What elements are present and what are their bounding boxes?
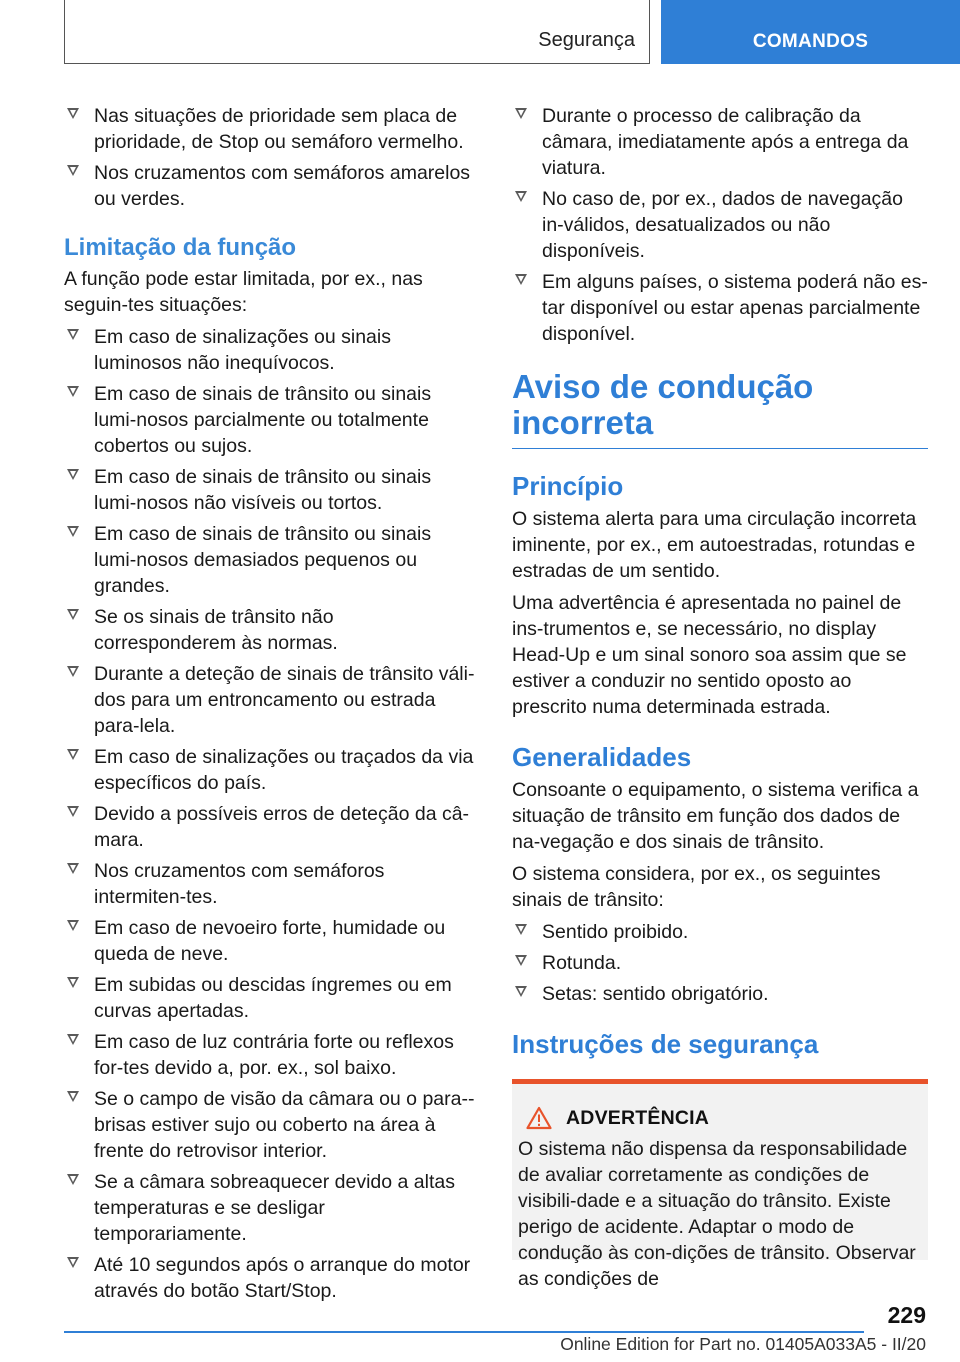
priority-situations-list: [64, 103, 478, 212]
triangle-bullet-icon: [67, 469, 79, 480]
triangle-bullet-icon: [67, 920, 79, 931]
warning-text: O sistema não dispensa da responsabilidade de avaliar corretamente as condições de visibili-dade e a situação do trânsito. Existe perigo de acidente. Adaptar o modo de condução às con-dições de trânsito. Observar as condições de: [518, 1138, 916, 1290]
list-item: Se a câmara sobreaquecer devido a altas temperaturas e se desligar temporariamente.: [64, 1169, 478, 1247]
list-item: Em caso de sinais de trânsito ou sinais lumi-nosos não visíveis ou tortos.: [64, 464, 478, 516]
warning-box: [512, 1079, 928, 1290]
triangle-bullet-icon: [67, 1091, 79, 1102]
principle-paragraph-1: O sistema alerta para uma circulação incorreta iminente, por ex., em autoestradas, rotundas e estradas de um sentido.: [512, 508, 917, 582]
warning-header: [518, 1106, 922, 1130]
list-item: Até 10 segundos após o arranque do motor através do botão Start/Stop.: [64, 1252, 478, 1304]
triangle-bullet-icon: [515, 108, 527, 119]
general-paragraph-1: Consoante o equipamento, o sistema verifica a situação de trânsito em função dos dados de na-vegação e dos sinais de trânsito.: [512, 779, 919, 853]
list-item: Em caso de sinalizações ou traçados da via específicos do país.: [64, 744, 478, 796]
section-title: Segurança: [538, 29, 635, 51]
list-item: Em caso de sinais de trânsito ou sinais lumi-nosos demasiados pequenos ou grandes.: [64, 521, 478, 599]
header-section-box: [64, 0, 650, 64]
right-column: [512, 103, 928, 1290]
triangle-bullet-icon: [515, 274, 527, 285]
triangle-bullet-icon: [67, 749, 79, 760]
triangle-bullet-icon: [67, 526, 79, 537]
principle-heading: Princípio: [512, 471, 624, 501]
list-item: Em caso de sinalizações ou sinais luminosos não inequívocos.: [64, 324, 478, 376]
limitation-list: [64, 324, 478, 1304]
triangle-bullet-icon: [67, 329, 79, 340]
safety-heading: Instruções de segurança: [512, 1029, 819, 1059]
principle-paragraph-2: Uma advertência é apresentada no painel de ins-trumentos e, se necessário, no display Head-Up e um sinal sonoro soa assim que se estiver a conduzir no sentido oposto ao prescrito numa determinada estrada.: [512, 592, 907, 718]
triangle-bullet-icon: [67, 806, 79, 817]
left-column: [64, 103, 478, 1309]
warning-label: ADVERTÊNCIA: [566, 1106, 710, 1129]
triangle-bullet-icon: [67, 108, 79, 119]
limitation-intro: A função pode estar limitada, por ex., nas seguin-tes situações:: [64, 268, 423, 316]
triangle-bullet-icon: [67, 1174, 79, 1185]
list-item: Devido a possíveis erros de deteção da câ-mara.: [64, 801, 478, 853]
triangle-bullet-icon: [515, 191, 527, 202]
calibration-list: [512, 103, 928, 347]
list-item: Em caso de luz contrária forte ou reflexos for-tes devido a, por. ex., sol baixo.: [64, 1029, 478, 1081]
footer-rule: [64, 1331, 864, 1333]
traffic-signs-list: [512, 919, 928, 1007]
list-item: Nas situações de prioridade sem placa de prioridade, de Stop ou semáforo vermelho.: [64, 103, 478, 155]
general-paragraph-2: O sistema considera, por ex., os seguintes sinais de trânsito:: [512, 863, 881, 911]
triangle-bullet-icon: [67, 977, 79, 988]
list-item: Durante o processo de calibração da câmara, imediatamente após a entrega da viatura.: [512, 103, 928, 181]
footer-edition: Online Edition for Part no. 01405A033A5 - II/20: [560, 1334, 926, 1354]
triangle-bullet-icon: [515, 955, 527, 966]
list-item: Se os sinais de trânsito não corresponderem às normas.: [64, 604, 478, 656]
list-item: No caso de, por ex., dados de navegação in-válidos, desatualizados ou não disponíveis.: [512, 186, 928, 264]
list-item: Se o campo de visão da câmara ou o para--brisas estiver sujo ou coberto na área à frente do retrovisor interior.: [64, 1086, 478, 1164]
list-item: Rotunda.: [512, 950, 928, 976]
chapter-tab-label: COMANDOS: [752, 31, 869, 52]
limitation-heading: Limitação da função: [64, 234, 297, 261]
list-item: Em alguns países, o sistema poderá não es-tar disponível ou estar apenas parcialmente disponível.: [512, 269, 928, 347]
triangle-bullet-icon: [67, 386, 79, 397]
triangle-bullet-icon: [67, 666, 79, 677]
chapter-tab[interactable]: [661, 0, 960, 64]
list-item: Em subidas ou descidas íngremes ou em curvas apertadas.: [64, 972, 478, 1024]
list-item: Em caso de sinais de trânsito ou sinais lumi-nosos parcialmente ou totalmente cobertos ou sujos.: [64, 381, 478, 459]
list-item: Sentido proibido.: [512, 919, 928, 945]
triangle-bullet-icon: [67, 609, 79, 620]
list-item: Nos cruzamentos com semáforos intermiten-tes.: [64, 858, 478, 910]
list-item: Durante a deteção de sinais de trânsito váli-dos para um entroncamento ou estrada para-lela.: [64, 661, 478, 739]
list-item: Setas: sentido obrigatório.: [512, 981, 928, 1007]
general-heading: Generalidades: [512, 742, 692, 772]
wrong-way-warning-title: Aviso de condução incorreta: [512, 369, 928, 449]
triangle-bullet-icon: [67, 1257, 79, 1268]
page-number: 229: [887, 1302, 926, 1328]
triangle-bullet-icon: [67, 863, 79, 874]
triangle-bullet-icon: [67, 165, 79, 176]
triangle-bullet-icon: [67, 1034, 79, 1045]
triangle-bullet-icon: [515, 924, 527, 935]
triangle-bullet-icon: [515, 986, 527, 997]
list-item: Em caso de nevoeiro forte, humidade ou queda de neve.: [64, 915, 478, 967]
list-item: Nos cruzamentos com semáforos amarelos ou verdes.: [64, 160, 478, 212]
warning-triangle-icon: [526, 1106, 552, 1130]
